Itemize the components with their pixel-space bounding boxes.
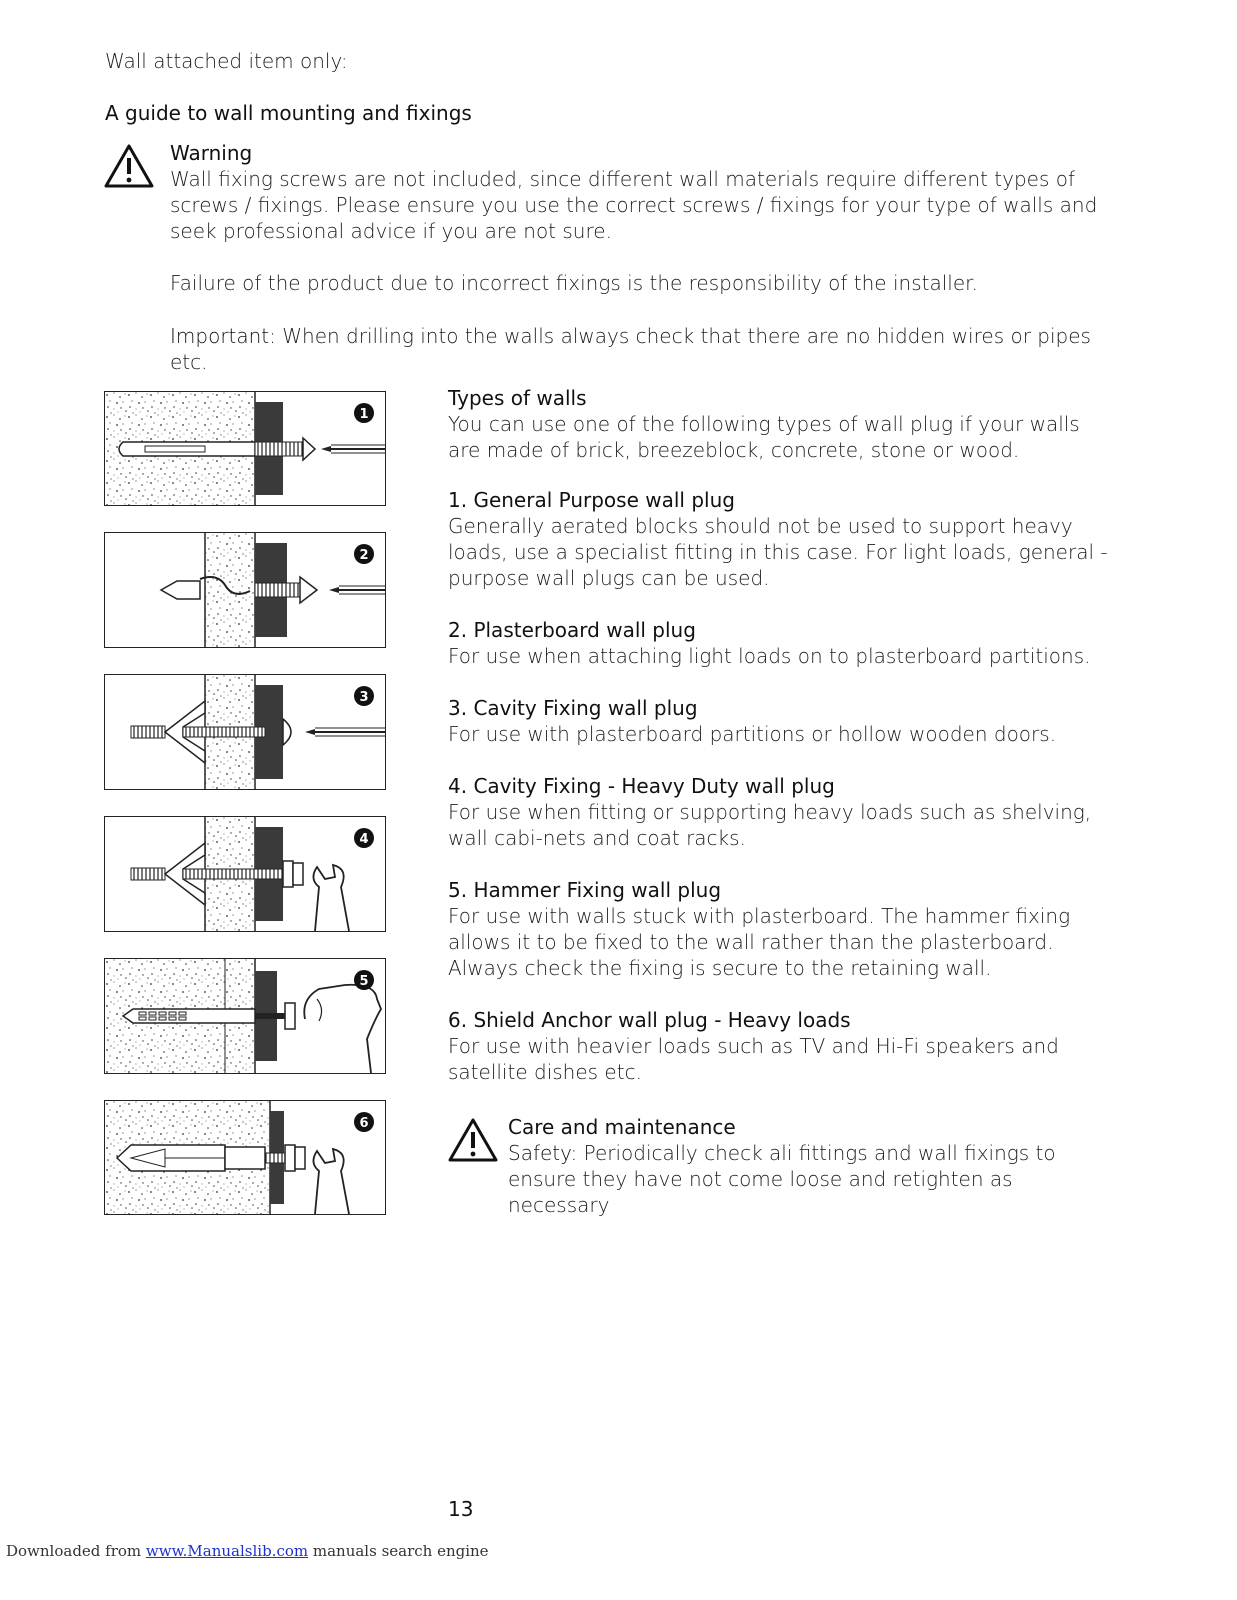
plug-5-text: For use with walls stuck with plasterboard. The hammer fixing allows it to be fixed to the wall rather than the plasterboard. Always check the fixing is secure to the retaining wall. bbox=[448, 904, 1071, 980]
diagram-number: 6 bbox=[359, 1116, 369, 1131]
types-heading: Types of walls bbox=[448, 386, 587, 410]
diagram-number: 2 bbox=[359, 548, 369, 563]
download-footer bbox=[6, 1542, 489, 1560]
failure-note: Failure of the product due to incorrect fixings is the responsibility of the installer. bbox=[170, 271, 978, 295]
diagram-plasterboard-plug bbox=[104, 532, 386, 648]
diagram-hammer-fixing-plug bbox=[104, 958, 386, 1074]
safety-label: Safety: bbox=[508, 1141, 578, 1165]
types-intro: You can use one of the following types of wall plug if your walls are made of brick, breezeblock, concrete, stone or wood. bbox=[448, 412, 1080, 462]
care-heading: Care and maintenance bbox=[508, 1115, 736, 1139]
diagram-general-purpose-plug bbox=[104, 391, 386, 506]
warning-body: Wall fixing screws are not included, since different wall materials require different types of screws / fixings. Please ensure you use the correct screws / fixings for your type of walls and seek professional advice if you are not sure. bbox=[170, 167, 1098, 243]
plug-3-title: 3. Cavity Fixing wall plug bbox=[448, 696, 698, 720]
diagram-cavity-fixing-plug bbox=[104, 674, 386, 790]
plug-2-text: For use when attaching light loads on to plasterboard partitions. bbox=[448, 644, 1091, 668]
footer-suffix: manuals search engine bbox=[308, 1542, 489, 1560]
plug-6-title: 6. Shield Anchor wall plug - Heavy loads bbox=[448, 1008, 851, 1032]
important-note bbox=[170, 323, 1110, 375]
plug-1-text: Generally aerated blocks should not be used to support heavy loads, use a specialist fitting in this case. For light loads, general - purpose wall plugs can be used. bbox=[448, 514, 1108, 590]
diagram-number: 4 bbox=[359, 832, 369, 847]
diagram-number: 1 bbox=[359, 407, 369, 422]
plug-5-title: 5. Hammer Fixing wall plug bbox=[448, 878, 722, 902]
diagram-number: 3 bbox=[359, 690, 369, 705]
footer-prefix: Downloaded from bbox=[6, 1542, 146, 1560]
plug-6-text: For use with heavier loads such as TV and Hi-Fi speakers and satellite dishes etc. bbox=[448, 1034, 1059, 1084]
plug-4-title: 4. Cavity Fixing - Heavy Duty wall plug bbox=[448, 774, 835, 798]
warning-triangle-icon bbox=[104, 144, 154, 188]
care-safety bbox=[508, 1140, 1108, 1218]
diagram-cavity-heavy-duty-plug bbox=[104, 816, 386, 932]
safety-text: Periodically check ali fittings and wall fixings to ensure they have not come loose and retighten as necessary bbox=[508, 1141, 1056, 1217]
plug-3-text: For use with plasterboard partitions or hollow wooden doors. bbox=[448, 722, 1057, 746]
warning-triangle-icon bbox=[448, 1118, 498, 1162]
intro-text: Wall attached item only: bbox=[105, 49, 348, 73]
plug-2-title: 2. Plasterboard wall plug bbox=[448, 618, 696, 642]
page-title: A guide to wall mounting and fixings bbox=[105, 101, 472, 125]
diagram-shield-anchor-plug bbox=[104, 1100, 386, 1215]
page-number: 13 bbox=[448, 1497, 474, 1521]
important-text: When drilling into the walls always check that there are no hidden wires or pipes etc. bbox=[170, 324, 1091, 374]
warning-heading: Warning bbox=[170, 141, 253, 165]
diagram-number: 5 bbox=[359, 974, 369, 989]
manualslib-link[interactable]: www.Manualslib.com bbox=[145, 1542, 309, 1560]
important-label: Important: bbox=[170, 324, 276, 348]
plug-4-text: For use when fitting or supporting heavy loads such as shelving, wall cabi-nets and coat racks. bbox=[448, 800, 1092, 850]
plug-1-title: 1. General Purpose wall plug bbox=[448, 488, 735, 512]
